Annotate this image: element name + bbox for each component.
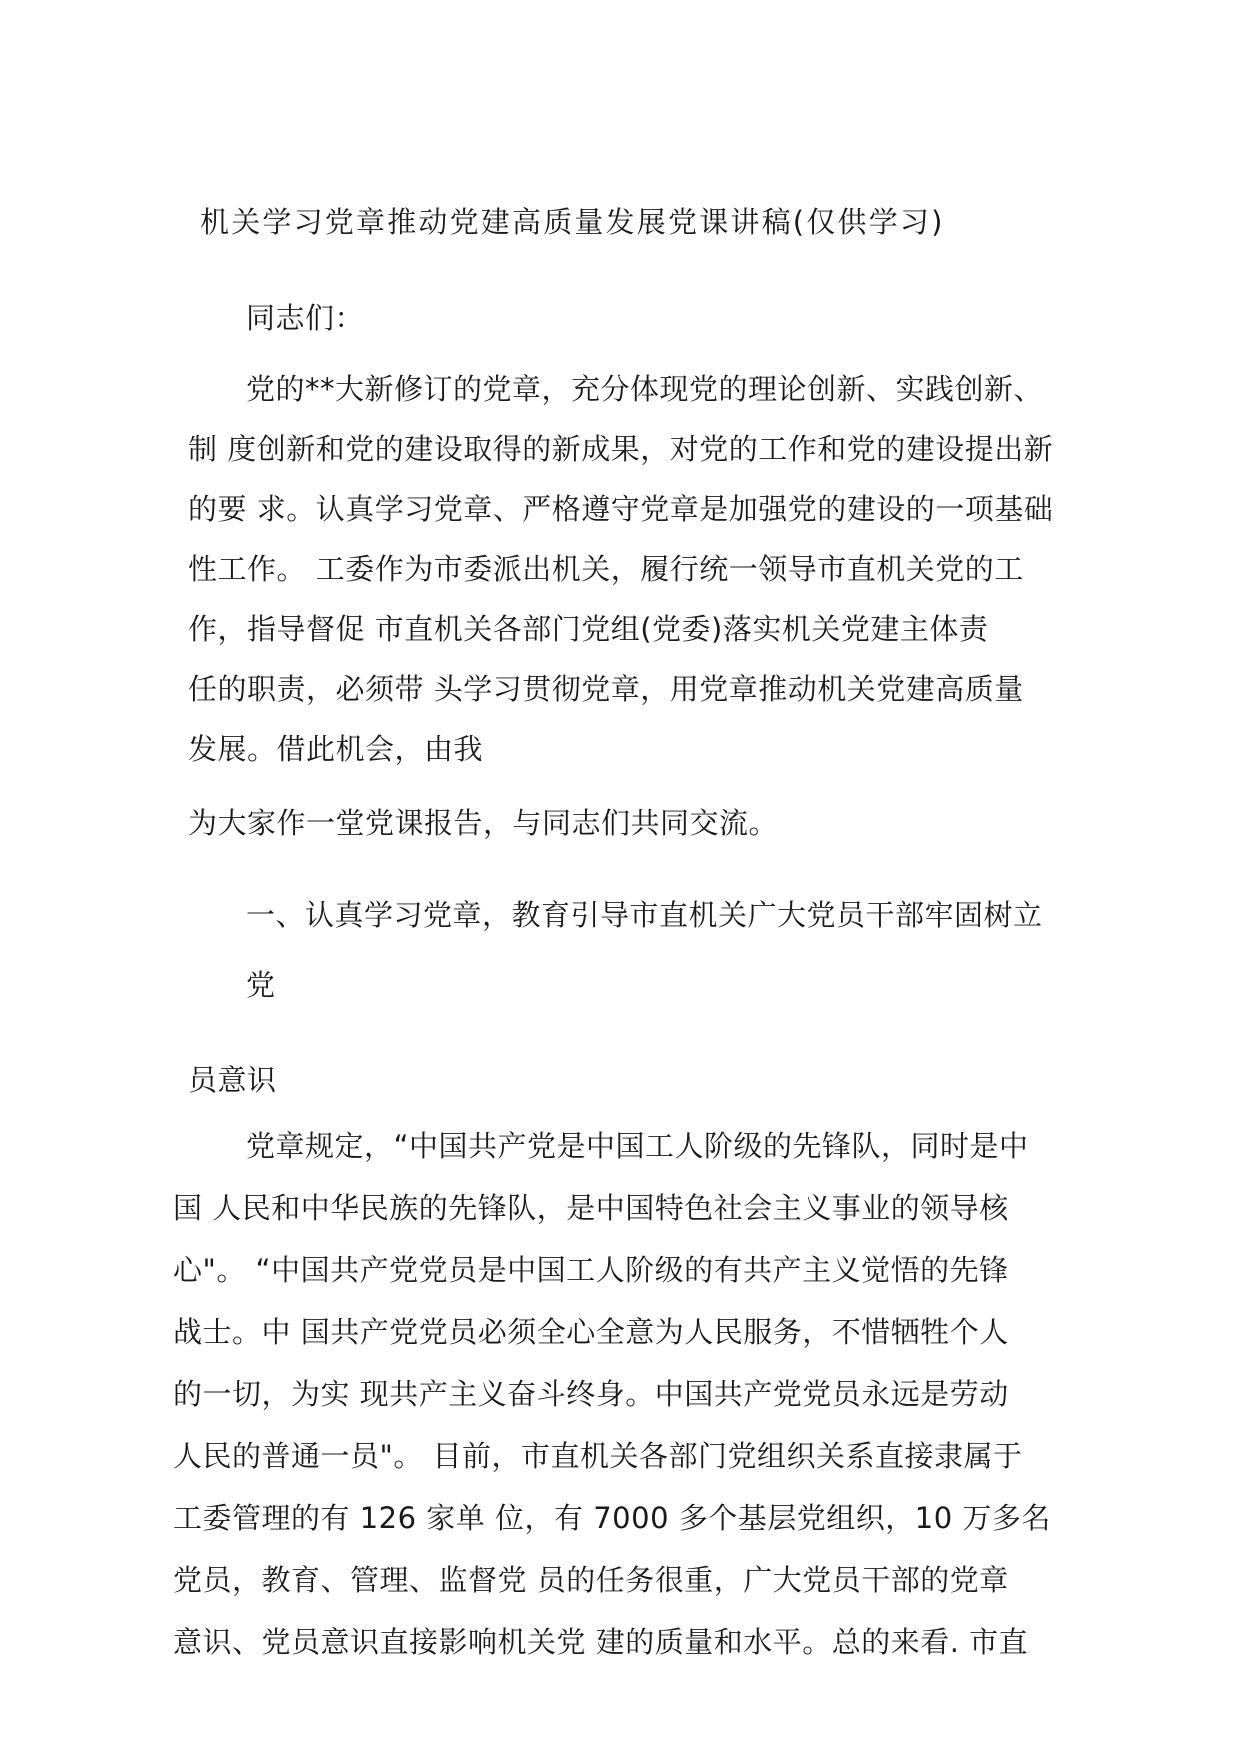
document-title: 机关学习党章推动党建高质量发展党课讲稿(仅供学习) — [200, 205, 945, 239]
paragraph-line: 党的**大新修订的党章，充分体现党的理论创新、实践创新、 — [246, 372, 1044, 406]
paragraph-line: 的要 求。认真学习党章、严格遵守党章是加强党的建设的一项基础 — [188, 492, 1054, 526]
paragraph-line: 战士。中 国共产党党员必须全心全意为人民服务，不惜牺牲个人 — [173, 1315, 1009, 1349]
paragraph-line: 性工作。 工委作为市委派出机关，履行统一领导市直机关党的工 — [188, 552, 1024, 586]
paragraph-line: 人民的普通一员"。 目前，市直机关各部门党组织关系直接隶属于 — [173, 1439, 1023, 1473]
paragraph-line: 制 度创新和党的建设取得的新成果，对党的工作和党的建设提出新 — [188, 432, 1054, 466]
paragraph-line: 心"。 “中国共产党党员是中国工人阶级的有共产主义觉悟的先锋 — [173, 1253, 1009, 1287]
paragraph-line: 为大家作一堂党课报告，与同志们共同交流。 — [188, 806, 779, 840]
paragraph-line: 发展。借此机会，由我 — [188, 732, 484, 766]
paragraph-line: 作，指导督促 市直机关各部门党组(党委)落实机关党建主体责 — [188, 612, 989, 646]
paragraph-line: 党员，教育、管理、监督党 员的任务很重，广大党员干部的党章 — [173, 1563, 1009, 1597]
paragraph-line: 的一切，为实 现共产主义奋斗终身。中国共产党党员永远是劳动 — [173, 1377, 1009, 1411]
section-heading-line: 党 — [246, 968, 276, 1002]
paragraph-line: 党章规定，“中国共产党是中国工人阶级的先锋队，同时是中 — [246, 1129, 1029, 1163]
section-heading-line: 员意识 — [188, 1063, 277, 1097]
paragraph-line: 工委管理的有 126 家单 位，有 7000 多个基层党组织，10 万多名 — [173, 1501, 1051, 1535]
paragraph-line: 任的职责，必须带 头学习贯彻党章，用党章推动机关党建高质量 — [188, 672, 1024, 706]
paragraph-line: 国 人民和中华民族的先锋队，是中国特色社会主义事业的领导核 — [173, 1191, 1009, 1225]
paragraph-line: 意识、党员意识直接影响机关党 建的质量和水平。总的来看. 市直 — [173, 1625, 1029, 1659]
section-heading-line: 一、认真学习党章，教育引导市直机关广大党员干部牢固树立 — [246, 898, 1043, 932]
greeting: 同志们： — [246, 301, 365, 335]
